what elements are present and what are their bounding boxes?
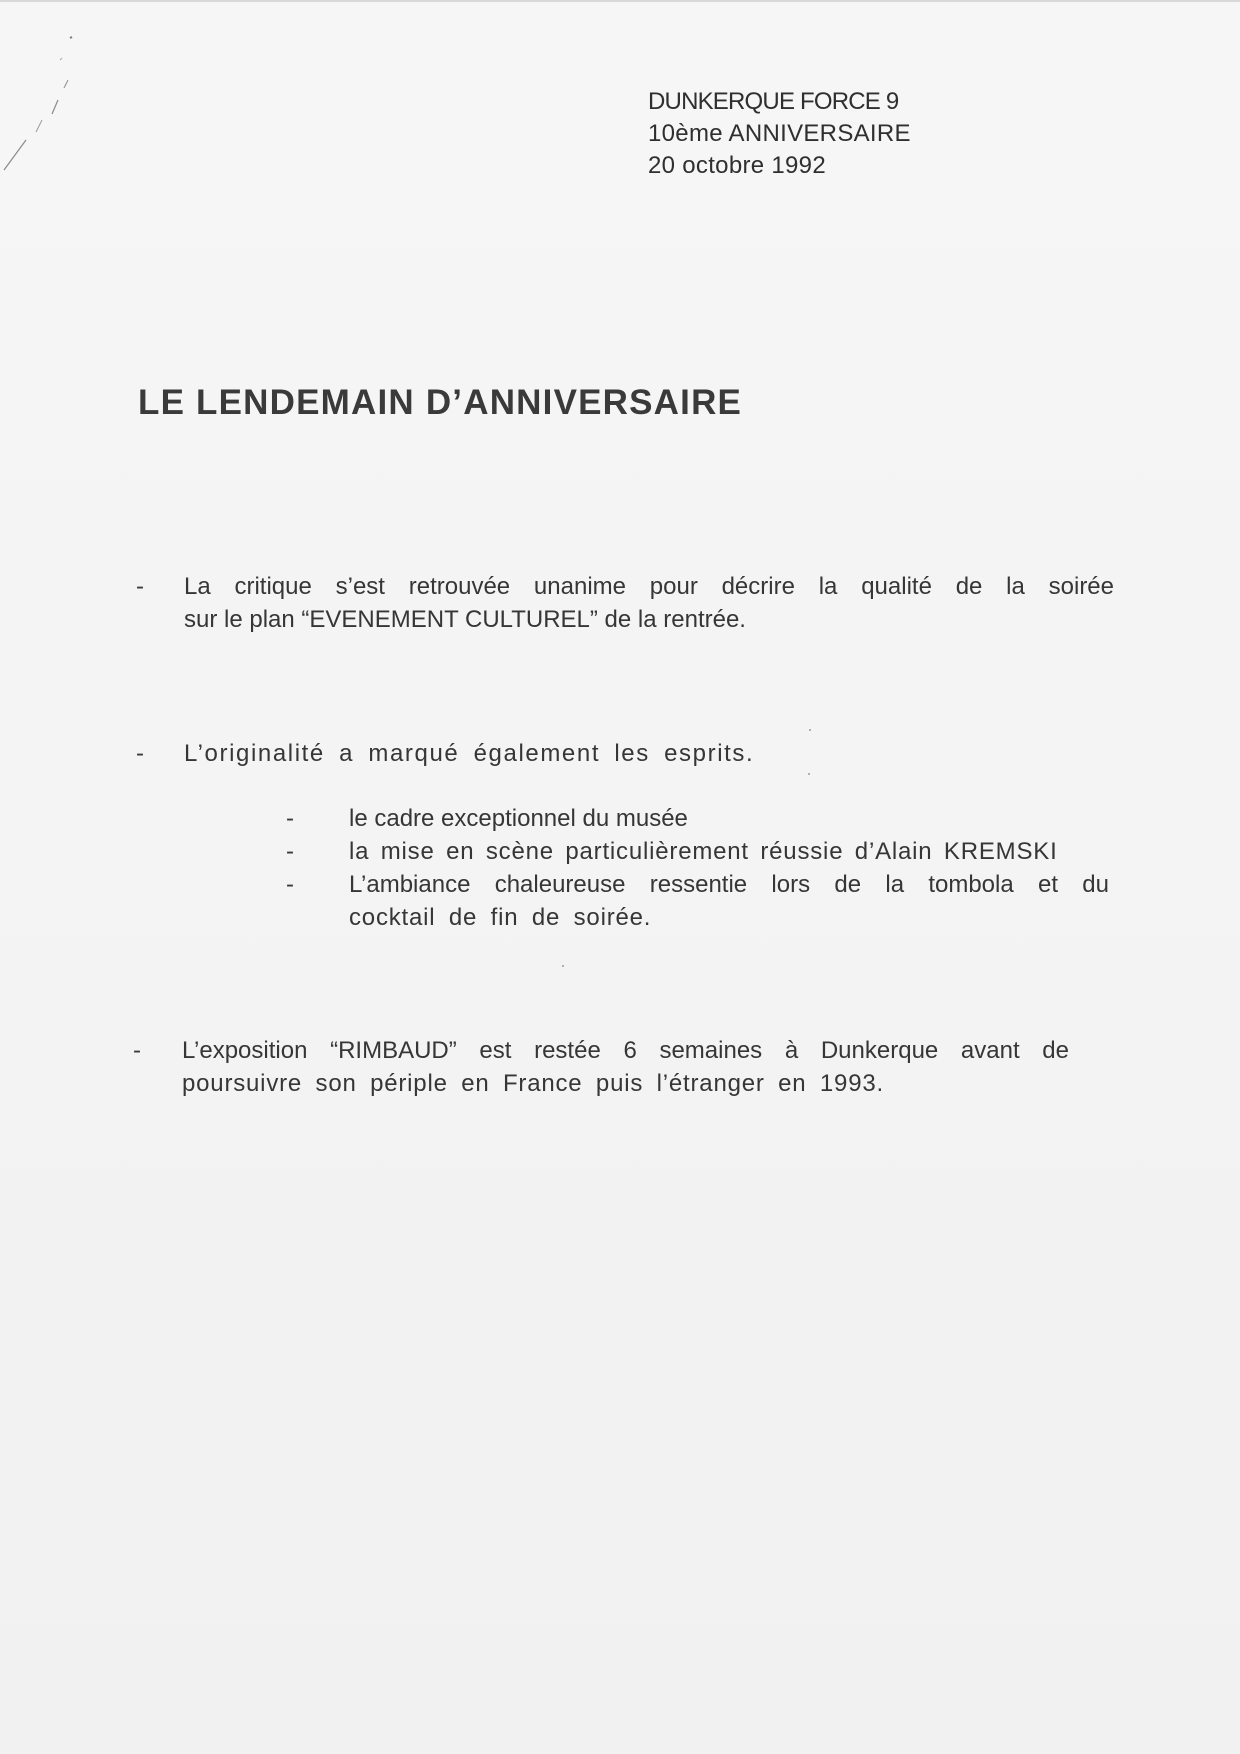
list-item bbox=[184, 570, 1114, 636]
sub-list-item-line: cocktail de fin de soirée. bbox=[349, 904, 652, 931]
sub-list-item bbox=[349, 835, 1129, 868]
sub-list-item-line: la mise en scène particulièrement réussie d’Alain KREMSKI bbox=[349, 838, 1058, 865]
sub-bullet-dash: - bbox=[286, 805, 294, 832]
list-item-line: La critique s’est retrouvée unanime pour décrire la qualité de la soirée bbox=[184, 573, 1114, 600]
organization-name: DUNKERQUE FORCE 9 bbox=[648, 88, 899, 115]
page-top-edge bbox=[0, 0, 1240, 2]
document-date: 20 octobre 1992 bbox=[648, 152, 826, 179]
scan-speck bbox=[809, 729, 811, 731]
scan-speck bbox=[562, 965, 564, 967]
list-item bbox=[184, 737, 804, 770]
header-block bbox=[648, 86, 1068, 182]
list-item-line: poursuivre son périple en France puis l’étranger en 1993. bbox=[182, 1070, 884, 1097]
sub-list-item bbox=[349, 868, 1109, 934]
list-item-line: L’originalité a marqué également les esprits. bbox=[184, 740, 755, 767]
sub-list-item bbox=[349, 802, 1109, 835]
list-item bbox=[182, 1034, 1069, 1100]
sub-bullet-dash: - bbox=[286, 838, 294, 865]
sub-list-item-line: L’ambiance chaleureuse ressentie lors de la tombola et du bbox=[349, 871, 1109, 898]
sub-list-item-line: le cadre exceptionnel du musée bbox=[349, 805, 688, 832]
list-item-line: L’exposition “RIMBAUD” est restée 6 semaines à Dunkerque avant de bbox=[182, 1037, 1069, 1064]
anniversary-label: 10ème ANNIVERSAIRE bbox=[648, 120, 911, 147]
bullet-dash: - bbox=[136, 740, 144, 767]
list-item-line: sur le plan “EVENEMENT CULTUREL” de la rentrée. bbox=[184, 606, 746, 633]
sub-bullet-dash: - bbox=[286, 871, 294, 898]
bullet-dash: - bbox=[133, 1037, 141, 1064]
scan-speck bbox=[808, 773, 810, 775]
document-title: LE LENDEMAIN D’ANNIVERSAIRE bbox=[138, 383, 743, 422]
corner-scratch-marks bbox=[0, 30, 90, 180]
bullet-dash: - bbox=[136, 573, 144, 600]
